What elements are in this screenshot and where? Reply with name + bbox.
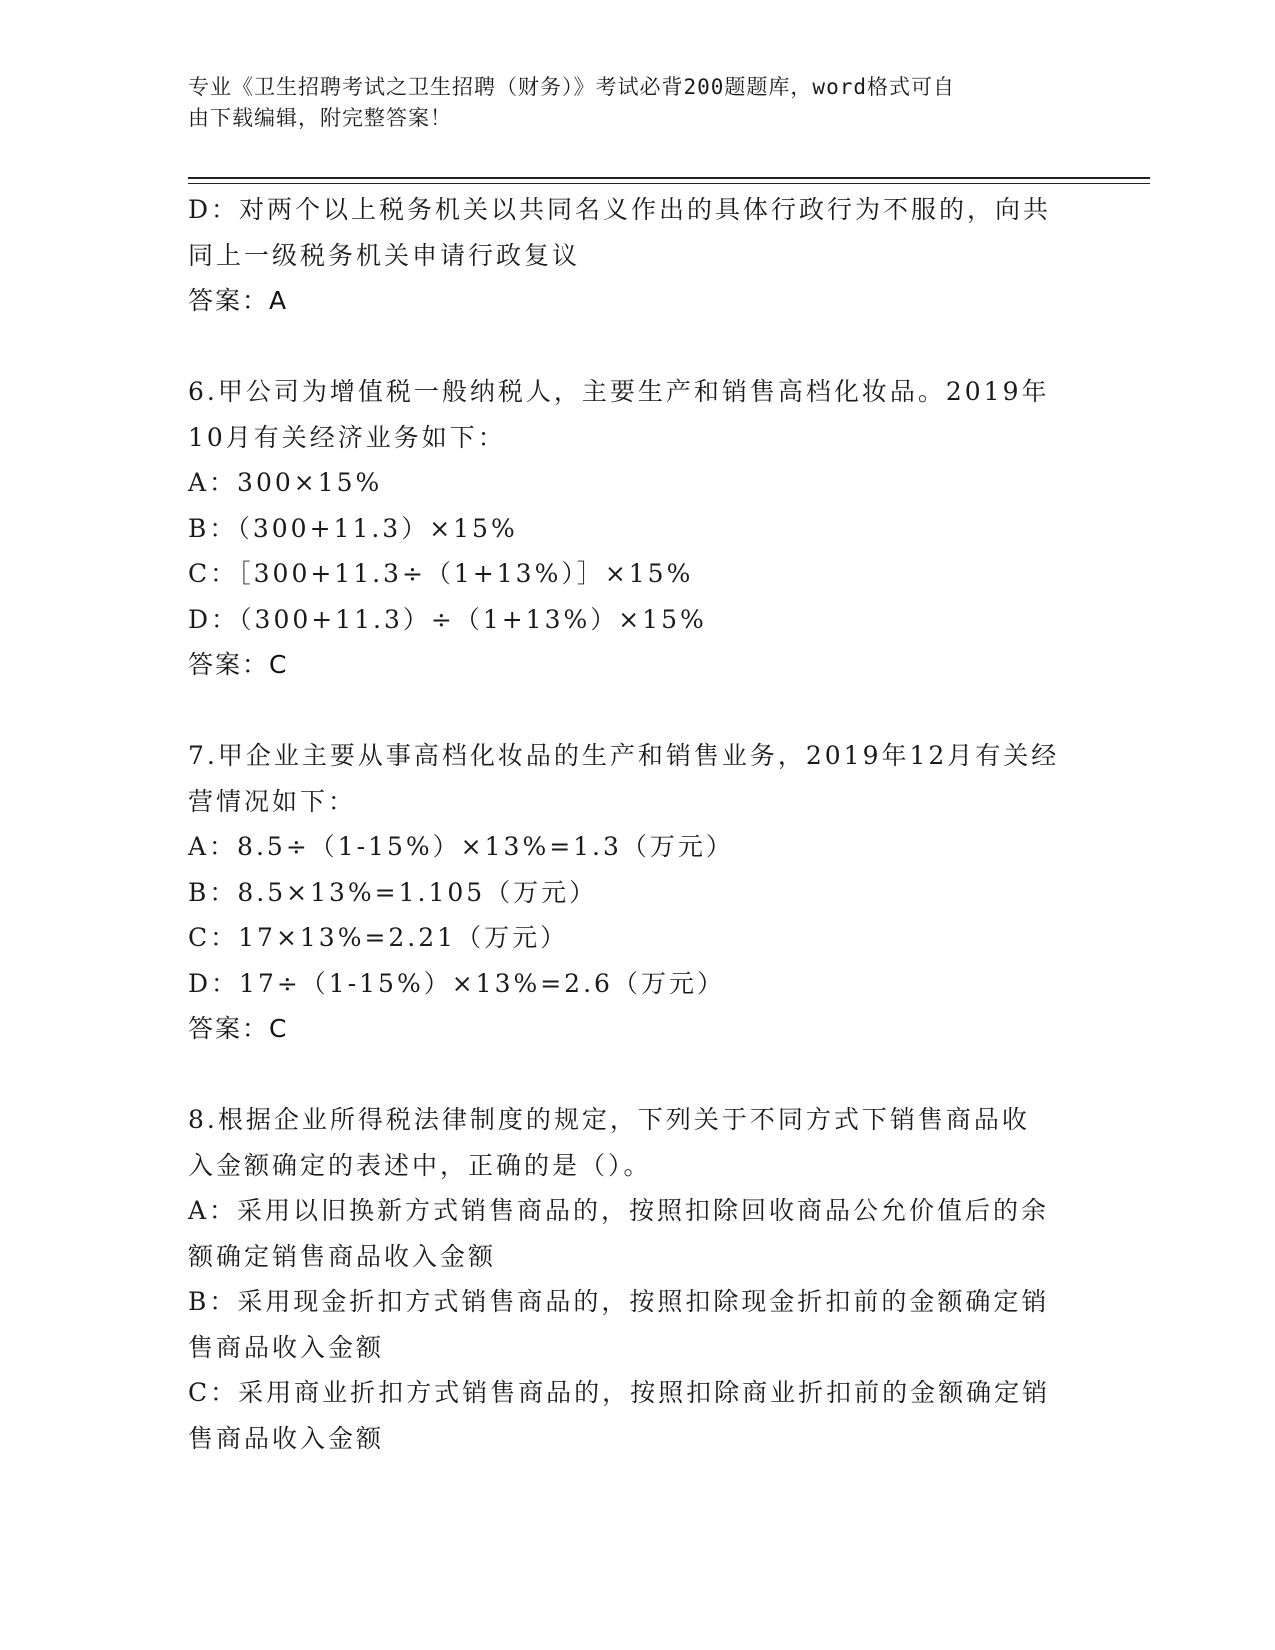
option-c-line-2: 售商品收入金额 [188,1423,385,1453]
option-b-line-2: 售商品收入金额 [188,1332,385,1362]
spacer [188,688,1088,734]
option-a-line-1: A：采用以旧换新方式销售商品的，按照扣除回收商品公允价值后的余 [188,1196,1050,1225]
header-line-2: 由下载编辑，附完整答案！ [188,106,452,130]
question-stem-line-2: 入金额确定的表述中，正确的是（）。 [188,1150,652,1180]
document-header [188,72,1068,134]
option-d: D：（300+11.3）÷（1+13%）×15% [188,604,707,634]
header-line-1: 专业《卫生招聘考试之卫生招聘（财务）》考试必背200题题库，word格式可自 [188,75,955,99]
option-b: B：8.5×13%=1.105（万元） [188,877,598,907]
header-divider-thin [188,183,1150,184]
option-d: D：17÷（1-15%）×13%=2.6（万元） [188,968,725,998]
option-c: C：17×13%=2.21（万元） [188,923,569,952]
answer-label: 答案：A [188,286,289,315]
option-a-line-2: 额确定销售商品收入金额 [188,1241,497,1271]
option-a: A：300×15% [188,468,383,497]
answer-label: 答案：C [188,1014,289,1043]
option-b-line-1: B：采用现金折扣方式销售商品的，按照扣除现金折扣前的金额确定销 [188,1287,1050,1316]
option-d-line-1: D：对两个以上税务机关以共同名义作出的具体行政行为不服的，向共 [188,195,1052,224]
spacer [188,1052,1088,1098]
question-content [188,187,1088,1461]
question-stem-line-2: 10月有关经济业务如下： [188,422,506,452]
spacer [188,324,1088,370]
question-stem-line-1: 7.甲企业主要从事高档化妆品的生产和销售业务，2019年12月有关经 [188,741,1060,770]
option-b: B：（300+11.3）×15% [188,513,518,543]
question-stem-line-1: 6.甲公司为增值税一般纳税人，主要生产和销售高档化妆品。2019年 [188,377,1050,406]
option-c: C：［300+11.3÷（1+13%）］×15% [188,559,694,588]
header-divider-thick [188,177,1150,179]
previous-question-tail [188,187,1088,324]
question-stem-line-1: 8.根据企业所得税法律制度的规定，下列关于不同方式下销售商品收 [188,1105,1030,1134]
question-8 [188,1097,1088,1461]
question-stem-line-2: 营情况如下： [188,786,357,816]
option-c-line-1: C：采用商业折扣方式销售商品的，按照扣除商业折扣前的金额确定销 [188,1378,1051,1407]
answer-label: 答案：C [188,650,289,679]
question-6 [188,369,1088,688]
question-7 [188,733,1088,1052]
option-d-line-2: 同上一级税务机关申请行政复议 [188,240,581,270]
option-a: A：8.5÷（1-15%）×13%=1.3（万元） [188,832,734,861]
